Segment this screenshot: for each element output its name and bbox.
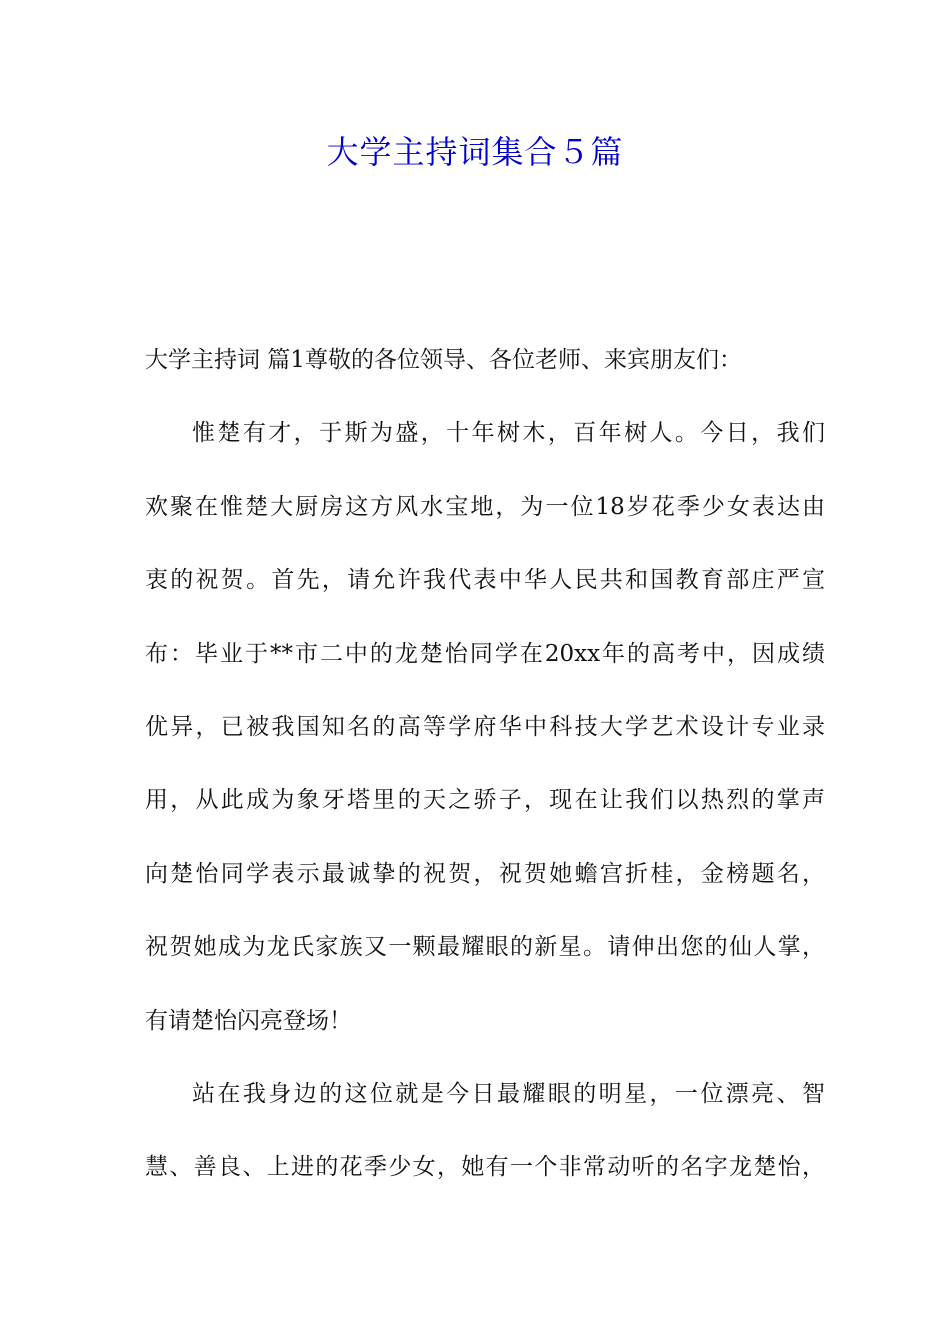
body-line: 有请楚怡闪亮登场！ [145,1007,352,1034]
body-line: 惟楚有才，于斯为盛，十年树木，百年树人。今日，我们 [192,420,825,447]
body-line: 祝贺她成为龙氏家族又一颗最耀眼的新星。请伸出您的仙人掌， [145,934,825,961]
body-line: 布：毕业于**市二中的龙楚怡同学在20xx年的高考中，因成绩 [145,640,825,667]
body-line: 优异，已被我国知名的高等学府华中科技大学艺术设计专业录 [145,713,825,740]
document-title: 大学主持词集合５篇 [326,133,624,171]
body-line: 慧、善良、上进的花季少女，她有一个非常动听的名字龙楚怡， [145,1154,825,1181]
body-line: 衷的祝贺。首先，请允许我代表中华人民共和国教育部庄严宣 [145,567,825,594]
document-body [145,337,825,1218]
body-line: 用，从此成为象牙塔里的天之骄子，现在让我们以热烈的掌声 [145,787,825,814]
body-line: 大学主持词 篇1尊敬的各位领导、各位老师、来宾朋友们： [145,347,742,373]
body-line: 向楚怡同学表示最诚挚的祝贺，祝贺她蟾宫折桂，金榜题名， [145,860,825,887]
body-line: 站在我身边的这位就是今日最耀眼的明星，一位漂亮、智 [192,1080,825,1107]
body-line: 欢聚在惟楚大厨房这方风水宝地，为一位18岁花季少女表达由 [145,493,825,520]
